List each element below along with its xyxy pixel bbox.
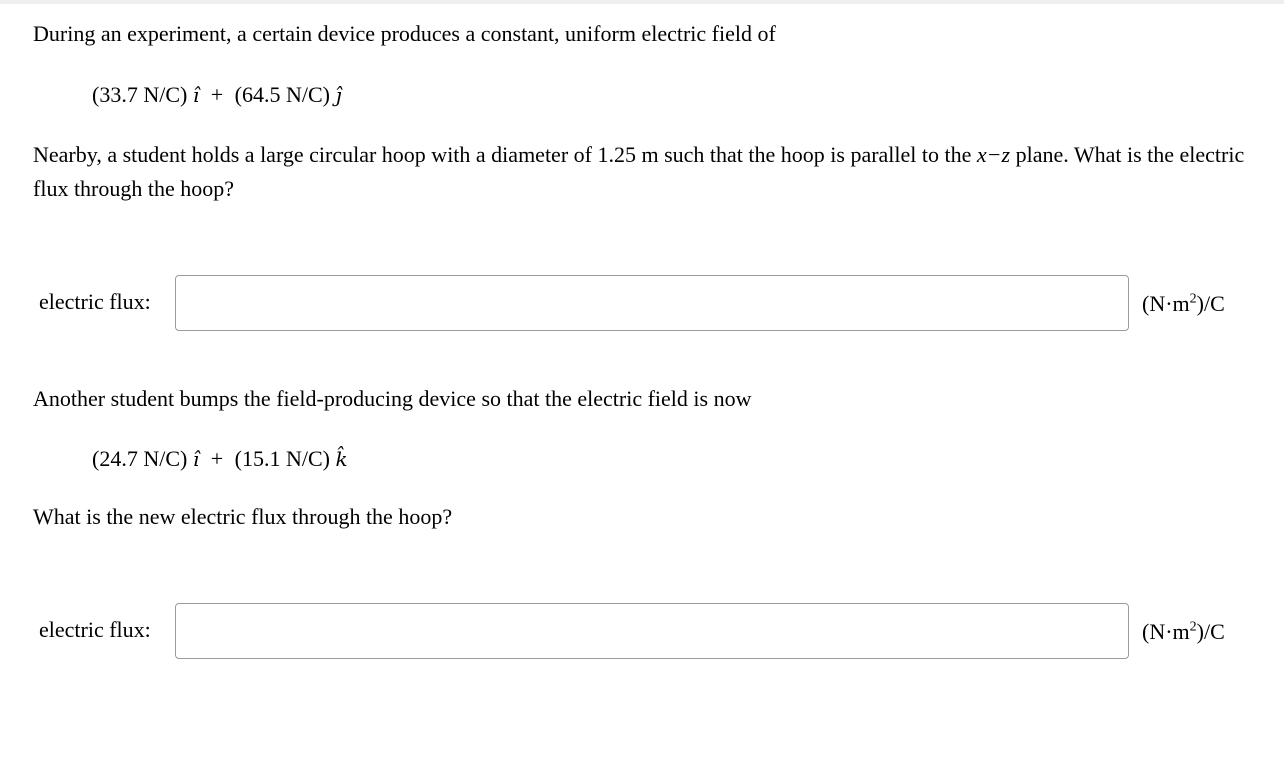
field2-i-component: (24.7 N/C) [92, 446, 188, 471]
part1-unit-suffix: )/C [1196, 291, 1225, 316]
electric-flux-input-2[interactable] [175, 603, 1129, 659]
field2-k-component: (15.1 N/C) [234, 446, 330, 471]
top-border [0, 0, 1284, 4]
part2-prompt: What is the new electric flux through the hoop? [33, 504, 453, 529]
part2-unit-suffix: )/C [1196, 619, 1225, 644]
part2-unit-prefix: (N·m [1142, 619, 1190, 644]
setup-text-end: plane. What is the electric flux through the hoop? [33, 142, 1245, 201]
part2-label: electric flux: [39, 617, 151, 642]
plane-math: x−z [976, 142, 1011, 167]
i-hat-symbol: î [192, 83, 200, 107]
part1-unit-prefix: (N·m [1142, 291, 1190, 316]
plus-sign: + [210, 446, 224, 471]
plus-sign: + [210, 82, 224, 107]
part1-label: electric flux: [39, 289, 151, 314]
bump-text: Another student bumps the field-producing device so that the electric field is now [33, 386, 752, 411]
intro-text: During an experiment, a certain device produces a constant, uniform electric field of [33, 21, 776, 46]
electric-flux-input-1[interactable] [175, 275, 1129, 331]
field1-i-component: (33.7 N/C) [92, 82, 188, 107]
part1-unit-exponent: 2 [1189, 291, 1197, 307]
setup-text [33, 138, 1253, 206]
part1-unit [1142, 289, 1225, 319]
field-equation-2 [92, 444, 348, 474]
k-hat-symbol: k̂ [335, 447, 348, 471]
field-equation-1 [92, 80, 342, 110]
part2-unit [1142, 617, 1225, 647]
i-hat-symbol: î [192, 447, 200, 471]
field1-j-component: (64.5 N/C) [234, 82, 330, 107]
j-hat-symbol: ĵ [335, 83, 342, 107]
setup-text-start: Nearby, a student holds a large circular hoop with a diameter of 1.25 m such that the hoop is parallel to the [33, 142, 977, 167]
part2-unit-exponent: 2 [1189, 619, 1197, 635]
